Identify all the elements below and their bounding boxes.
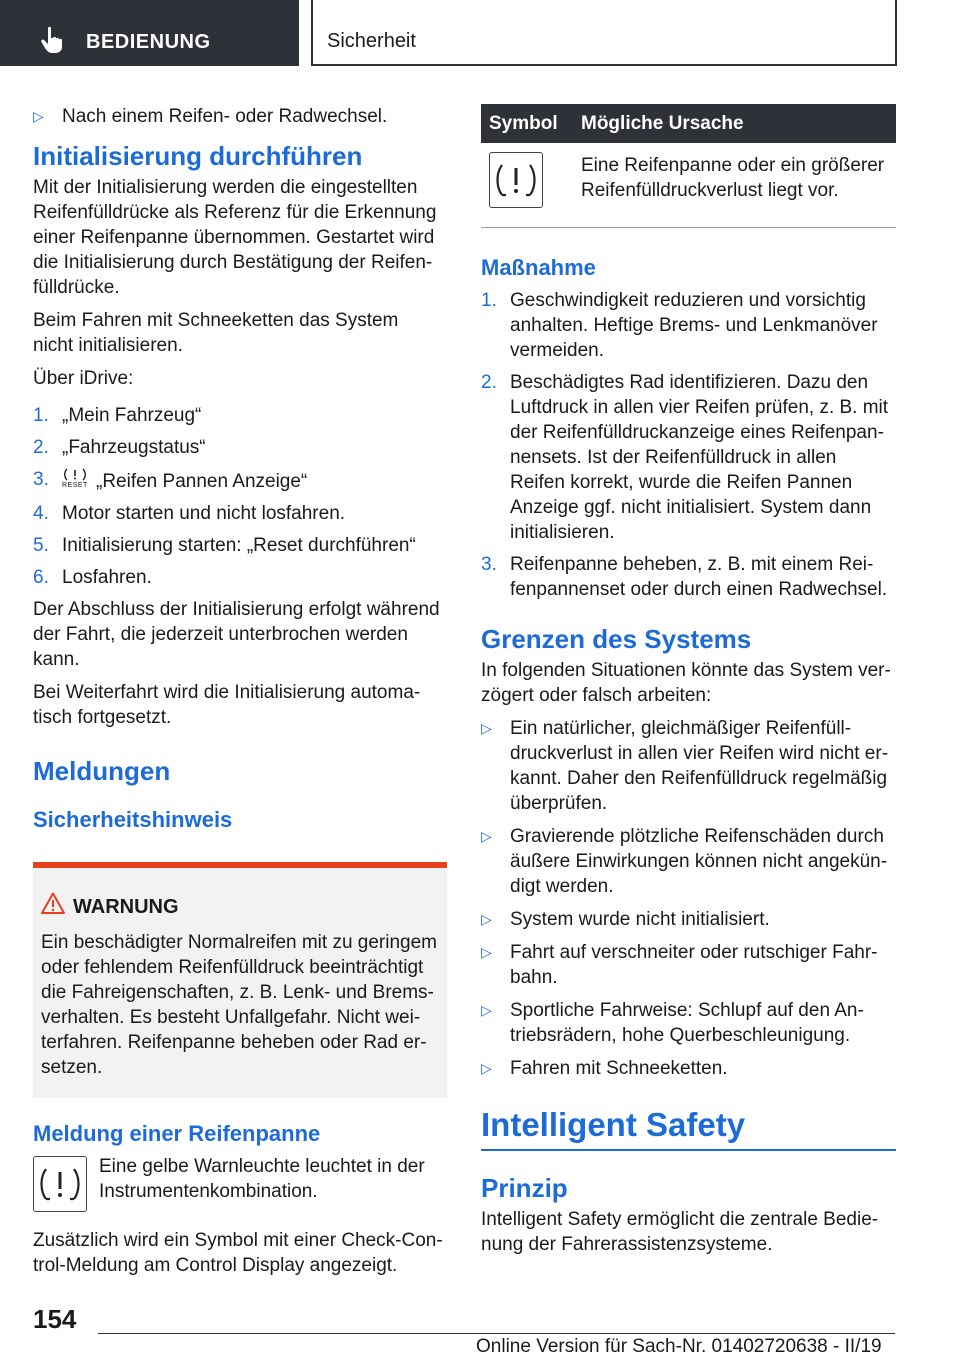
flat-tyre-section [33,1120,445,1286]
flat-tyre-text: Eine gelbe Warnleuchte leuchtet in der Instrumentenkombination. [99,1156,425,1202]
section-tab [0,0,299,66]
measure-heading: Maßnahme [481,255,596,280]
list-item [481,824,896,899]
table-header-symbol: Symbol [481,104,573,143]
list-item [33,565,443,590]
list-item [33,104,443,129]
list-item [481,370,896,545]
list-item-text: System wurde nicht initialisiert. [510,909,770,930]
table-header-cause: Mögliche Ursache [573,104,896,143]
list-item [481,552,896,602]
list-item-text: Sportliche Fahrweise: Schlupf auf den Antriebsrädern, hohe Querbeschleunigung. [510,1000,864,1046]
list-item [33,467,443,494]
left-column [33,104,443,840]
list-item [33,435,443,460]
paragraph: Intelligent Safety ermöglicht die zentrale Bedienung der Fahrerassistenzsysteme. [481,1209,879,1255]
bullet-triangle-icon: ▷ [481,1002,492,1018]
paragraph: Der Abschluss der Initialisierung erfolgt während der Fahrt, die jederzeit unterbrochen werden kann. [33,599,440,670]
step-text: Losfahren. [62,567,152,588]
bullet-triangle-icon: ▷ [481,720,492,736]
list-item-text: Fahren mit Schneeketten. [510,1058,728,1079]
warning-title: WARNUNG [73,896,179,918]
paragraph: Zusätzlich wird ein Symbol mit einer Check-Control-Meldung am Control Display angezeigt. [33,1230,443,1276]
warning-box [33,862,447,1098]
list-item [481,907,896,932]
step-text: Reifenpanne beheben, z. B. mit einem Reifenpannenset oder durch einen Radwechsel. [510,554,888,600]
list-item-text: Fahrt auf verschneiter oder rutschiger Fahrbahn. [510,942,878,988]
step-number: 3. [33,469,49,490]
step-text: Beschädigtes Rad identifizieren. Dazu den Luftdruck in allen vier Reifen prüfen, z. B. mit der Reifenfülldruckanzeige eines Reifenpannensets. Ist der Reifenfülldruck in allen Reifen korrekt, wurde die Reifen Pannen Anzeige ggf. nicht initialisiert. System dann initialisieren. [510,372,889,543]
step-text: Geschwindigkeit reduzieren und vorsichtig anhalten. Heftige Brems- und Lenkmanöver vermeiden. [510,290,878,361]
step-number: 2. [33,437,49,458]
step-number: 2. [481,372,497,393]
principle-heading: Prinzip [481,1173,568,1203]
bullet-triangle-icon: ▷ [481,1060,492,1076]
warning-triangle-icon [41,892,65,914]
list-item [481,940,896,990]
list-item [481,1056,896,1081]
step-number: 1. [481,290,497,311]
bullet-triangle-icon: ▷ [33,108,44,124]
list-item [481,288,896,363]
tyre-pressure-warning-icon [33,1156,87,1212]
flat-tyre-heading: Meldung einer Reifenpanne [33,1121,321,1146]
list-item-text: Gravierende plötzliche Reifenschäden durch äußere Einwirkungen können nicht angekündigt werden. [510,826,888,897]
safety-heading: Sicherheitshinweis [33,807,233,832]
paragraph: Über iDrive: [33,368,134,389]
step-number: 1. [33,405,49,426]
tyre-pressure-warning-icon [489,152,543,208]
hand-pointer-icon [40,26,66,54]
warning-text: Ein beschädigter Normalreifen mit zu geringem oder fehlendem Reifenfülldruck beeinträchtigt die Fahreigenschaften, z. B. Lenk- und Bremsverhalten. Es besteht Unfallgefahr. Nicht weiterfahren. Reifenpanne beheben oder Rad ersetzen. [41,932,438,1078]
step-text: Motor starten und nicht losfahren. [62,503,346,524]
intelligent-safety-heading: Intelligent Safety [481,1106,746,1143]
limits-heading: Grenzen des Systems [481,624,752,654]
page-number: 154 [33,1304,77,1334]
list-item-text: Nach einem Reifen- oder Radwechsel. [62,106,388,127]
paragraph: In folgenden Situationen könnte das System verzögert oder falsch arbeiten: [481,660,891,706]
paragraph: Mit der Initialisierung werden die eingestellten Reifenfülldrücke als Referenz für die Erkennung einer Reifenpanne übernommen. Gestartet wird die Initialisierung durch Bestätigung der Reifenfülldrücke. [33,177,437,298]
list-item [33,403,443,428]
reset-tyre-icon: RESET [62,467,88,491]
right-column [481,104,896,1265]
step-text: „Reifen Pannen Anzeige“ [96,471,308,492]
messages-heading: Meldungen [33,756,171,786]
table-row [481,143,896,228]
step-number: 3. [481,554,497,575]
bullet-triangle-icon: ▷ [481,828,492,844]
list-item [33,533,443,558]
paragraph: Beim Fahren mit Schneeketten das System nicht initialisieren. [33,310,399,356]
init-heading: Initialisierung durchführen [33,141,363,171]
chapter-title: Sicherheit [327,30,416,52]
section-title: BEDIENUNG [86,31,211,53]
heading-divider [481,1149,896,1151]
step-number: 6. [33,567,49,588]
bullet-triangle-icon: ▷ [481,911,492,927]
step-text: „Mein Fahrzeug“ [62,405,202,426]
paragraph: Bei Weiterfahrt wird die Initialisierung automatisch fortgesetzt. [33,682,421,728]
list-item [33,501,443,526]
step-text: Initialisierung starten: „Reset durchführen“ [62,535,416,556]
list-item [481,998,896,1048]
chapter-frame [311,0,897,66]
list-item [481,716,896,816]
step-number: 4. [33,503,49,524]
footer-text: Online Version für Sach-Nr. 01402720638 - II/19 [476,1336,882,1357]
table-cell-cause: Eine Reifenpanne oder ein größerer Reifenfülldruckverlust liegt vor. [573,143,896,228]
list-item-text: Ein natürlicher, gleichmäßiger Reifenfülldruckverlust in allen vier Reifen wird nicht erkannt. Daher den Reifenfülldruck regelmäßig überprüfen. [510,718,889,814]
bullet-triangle-icon: ▷ [481,944,492,960]
symbol-table [481,104,896,228]
step-number: 5. [33,535,49,556]
footer-divider [98,1333,895,1334]
step-text: „Fahrzeugstatus“ [62,437,206,458]
